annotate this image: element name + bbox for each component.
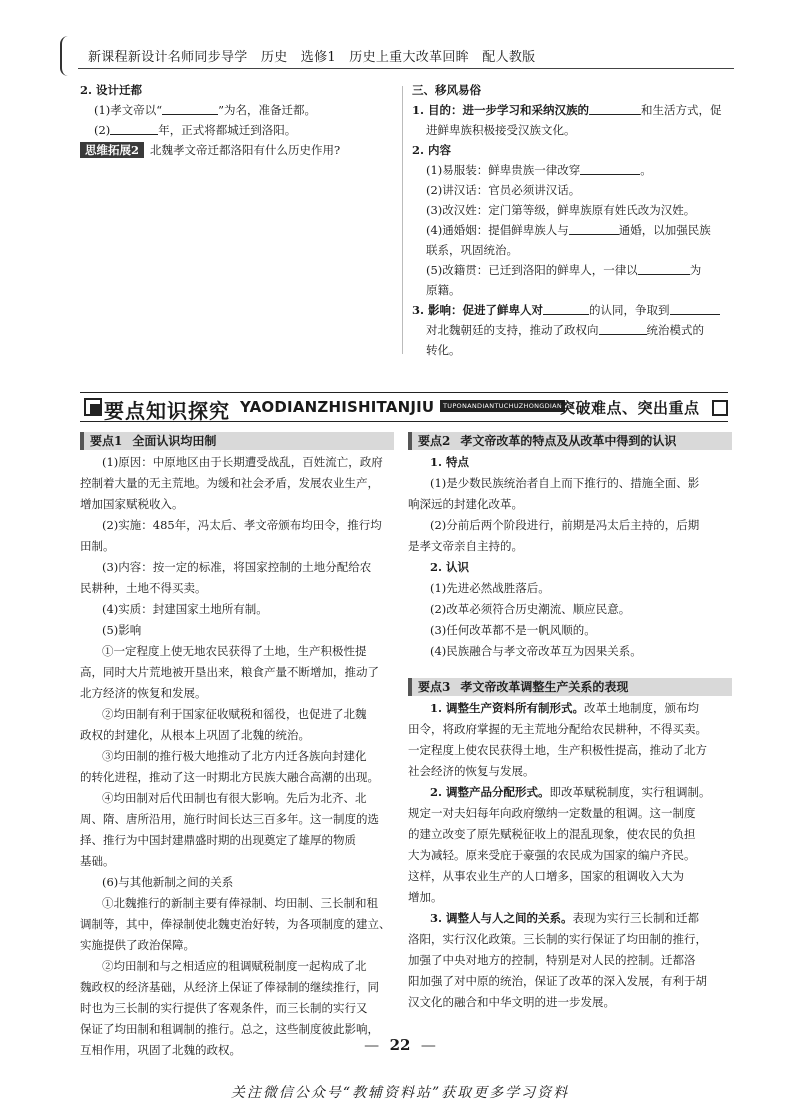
body-line: 1. 调整生产资料所有制形式。改革土地制度，颁布均 (430, 701, 700, 715)
section-heading-relocation: 2. 设计迁都 (80, 83, 143, 97)
body-line: ②均田制和与之相适应的租调赋税制度一起构成了北 (102, 959, 367, 973)
banner-square-fill-icon (90, 404, 100, 414)
blank-field[interactable] (162, 102, 218, 115)
body-line: 规定一对夫妇每年向政府缴纳一定数量的租调。这一制度 (408, 806, 696, 820)
banner-title: 要点知识探究 (104, 399, 230, 423)
body-line: 加强了中央对地方的控制，特别是对人民的控制。迁都洛 (408, 953, 696, 967)
body-line: 是孝文帝亲自主持的。 (408, 539, 523, 553)
content-item-3: (3)改汉姓：定门第等级，鲜卑族原有姓氏改为汉姓。 (426, 203, 696, 217)
content-item-4: (4)通婚姻：提倡鲜卑族人与 通婚，以加强民族 (426, 223, 711, 237)
body-line: (1)是少数民族统治者自上而下推行的、措施全面、影 (430, 476, 700, 490)
body-line: 控制着大量的无主荒地。为缓和社会矛盾，发展农业生产， (80, 476, 379, 490)
impact-line-cont: 对北魏朝廷的支持，推动了政权向 统治模式的 (426, 323, 704, 337)
body-line: 增加国家赋税收入。 (80, 497, 184, 511)
body-line: 择、推行为中国封建鼎盛时期的出现奠定了雄厚的物质 (80, 833, 356, 847)
body-line: (1)原因：中原地区由于长期遭受战乱，百姓流亡，政府 (102, 455, 383, 469)
banner-top-rule (80, 392, 728, 393)
body-line: 2. 调整产品分配形式。即改革赋税制度，实行租调制。 (430, 785, 711, 799)
section-title-customs: 三、移风易俗 (412, 83, 481, 97)
body-line: ①北魏推行的新制主要有俸禄制、均田制、三长制和租 (102, 896, 378, 910)
key-point-3-body (408, 698, 732, 1013)
key-point-2-body (408, 452, 732, 662)
key-point-2-header: 要点2 孝文帝改革的特点及从改革中得到的认识 (408, 432, 732, 450)
footer-note: 关注微信公众号“教辅资料站”获取更多学习资料 (230, 1085, 570, 1101)
impact-line: 3. 影响：促进了鲜卑人对 的认同，争取到 (412, 300, 732, 320)
body-line: 洛阳，实行汉化政策。三长制的实行保证了均田制的推行， (408, 932, 707, 946)
body-line: (5)影响 (102, 623, 142, 637)
content-item-1: (1)易服装：鲜卑贵族一律改穿 。 (426, 163, 652, 177)
banner-pinyin: YAODIANZHISHITANJIU (240, 398, 435, 416)
body-line: (2)分前后两个阶段进行，前期是冯太后主持的，后期 (430, 518, 700, 532)
blank-field[interactable] (638, 262, 690, 275)
thinking-question: 北魏孝文帝迁都洛阳有什么历史作用? (150, 143, 341, 157)
body-line: 2. 认识 (430, 560, 470, 574)
content-item-5: (5)改籍贯：已迁到洛阳的鲜卑人，一律以 为 (426, 263, 702, 277)
body-line: 时也为三长制的实行提供了客观条件，而三长制的实行又 (80, 1001, 368, 1015)
purpose-line-cont: 进鲜卑族积极接受汉族文化。 (426, 123, 576, 137)
body-line: (3)任何改革都不是一帆风顺的。 (430, 623, 596, 637)
body-line: 基础。 (80, 854, 115, 868)
content-item-5-cont: 原籍。 (426, 283, 461, 297)
body-line: 北方经济的恢复和发展。 (80, 686, 207, 700)
body-line: (6)与其他新制之间的关系 (102, 875, 234, 889)
body-line: 增加。 (408, 890, 443, 904)
fill-line-2: (2) 年，正式将都城迁到洛阳。 (94, 123, 297, 137)
blank-field[interactable] (569, 222, 619, 235)
key-point-1-body (80, 452, 394, 1061)
blank-field[interactable] (599, 322, 647, 335)
purpose-line: 1. 目的：进一步学习和采纳汉族的 和生活方式，促 (412, 103, 722, 117)
page-header: 新课程新设计名师同步导学 历史 选修1 历史上重大改革回眸 配人教版 (88, 50, 536, 65)
body-line: 魏政权的经济基础，从经济上保证了俸禄制的继续推行，同 (80, 980, 379, 994)
blank-field[interactable] (589, 102, 641, 115)
content-item-4-cont: 联系，巩固统治。 (426, 243, 518, 257)
top-right-column (412, 80, 732, 360)
body-line: 民耕种，土地不得买卖。 (80, 581, 207, 595)
body-line: 阳加强了对中原的统治，保证了改革的深入发展，有利于胡 (408, 974, 707, 988)
body-line: 3. 调整人与人之间的关系。表现为实行三长制和迁都 (430, 911, 700, 925)
body-line: 这样，从事农业生产的人口增多，国家的租调收入大为 (408, 869, 684, 883)
body-line: 互相作用，巩固了北魏的政权。 (80, 1043, 241, 1057)
blank-field[interactable] (110, 122, 158, 135)
blank-field[interactable] (543, 302, 589, 315)
blank-field[interactable] (670, 302, 720, 315)
header-bracket-decoration (60, 36, 72, 76)
body-line: (4)民族融合与孝文帝改革互为因果关系。 (430, 644, 642, 658)
body-line: (3)内容：按一定的标准，将国家控制的土地分配给农 (102, 560, 372, 574)
body-line: (1)先进必然战胜落后。 (430, 581, 550, 595)
content-heading: 2. 内容 (412, 143, 452, 157)
banner-tag: TUPONANDIANTUCHUZHONGDIAN (440, 400, 565, 412)
thinking-tag: 思维拓展2 (80, 142, 144, 158)
body-line: (2)改革必须符合历史潮流、顺应民意。 (430, 602, 631, 616)
body-line: 政权的封建化，从根本上巩固了北魏的统治。 (80, 728, 310, 742)
body-line: (2)实施：485年，冯太后、孝文帝颁布均田令，推行均 (102, 518, 382, 532)
banner-subtitle: 突破难点、突出重点 (560, 399, 700, 417)
thinking-extension (80, 140, 390, 160)
body-line: 1. 特点 (430, 455, 470, 469)
key-point-3 (408, 678, 732, 1013)
body-line: ③均田制的推行极大地推动了北方内迁各族向封建化 (102, 749, 367, 763)
top-left-column (80, 80, 390, 160)
body-line: ④均田制对后代田制也有很大影响。先后为北齐、北 (102, 791, 367, 805)
body-line: 保证了均田制和租调制的推行。总之，这些制度彼此影响， (80, 1022, 379, 1036)
fill-line-1: (1)孝文帝以“ ”为名，准备迁都。 (94, 103, 317, 117)
body-line: (4)实质：封建国家土地所有制。 (102, 602, 268, 616)
content-item-2: (2)讲汉话：官员必须讲汉话。 (426, 183, 581, 197)
body-line: 的建立改变了原先赋税征收上的混乱现象，使农民的负担 (408, 827, 696, 841)
column-divider (402, 86, 403, 354)
body-line: ②均田制有利于国家征收赋税和徭役，也促进了北魏 (102, 707, 367, 721)
body-line: 周、隋、唐所沿用，施行时间长达三百多年。这一制度的选 (80, 812, 379, 826)
blank-field[interactable] (580, 162, 640, 175)
body-line: 汉文化的融合和中华文明的进一步发展。 (408, 995, 615, 1009)
body-line: ①一定程度上使无地农民获得了土地，生产积极性提 (102, 644, 367, 658)
body-line: 社会经济的恢复与发展。 (408, 764, 535, 778)
body-line: 一定程度上使农民获得土地，生产积极性提高，推动了北方 (408, 743, 707, 757)
body-line: 大为减轻。原来受庇于豪强的农民成为国家的编户齐民。 (408, 848, 696, 862)
key-point-1 (80, 432, 394, 1061)
banner-end-square-icon (712, 400, 728, 416)
page-number: — 22 — (364, 1036, 436, 1054)
key-point-3-header: 要点3 孝文帝改革调整生产关系的表现 (408, 678, 732, 696)
header-rule (78, 68, 734, 69)
body-line: 调制等，其中，俸禄制使北魏吏治好转，为各项制度的建立、 (80, 917, 391, 931)
body-line: 实施提供了政治保障。 (80, 938, 195, 952)
key-point-2 (408, 432, 732, 662)
body-line: 高，同时大片荒地被开垦出来，粮食产量不断增加，推动了 (80, 665, 379, 679)
body-line: 响深远的封建化改革。 (408, 497, 523, 511)
body-line: 田制。 (80, 539, 115, 553)
body-line: 田令，将政府掌握的无主荒地分配给农民耕种，不得买卖。 (408, 722, 707, 736)
impact-line-end: 转化。 (426, 343, 461, 357)
key-point-1-header: 要点1 全面认识均田制 (80, 432, 394, 450)
body-line: 的转化进程，推动了这一时期北方民族大融合高潮的出现。 (80, 770, 379, 784)
